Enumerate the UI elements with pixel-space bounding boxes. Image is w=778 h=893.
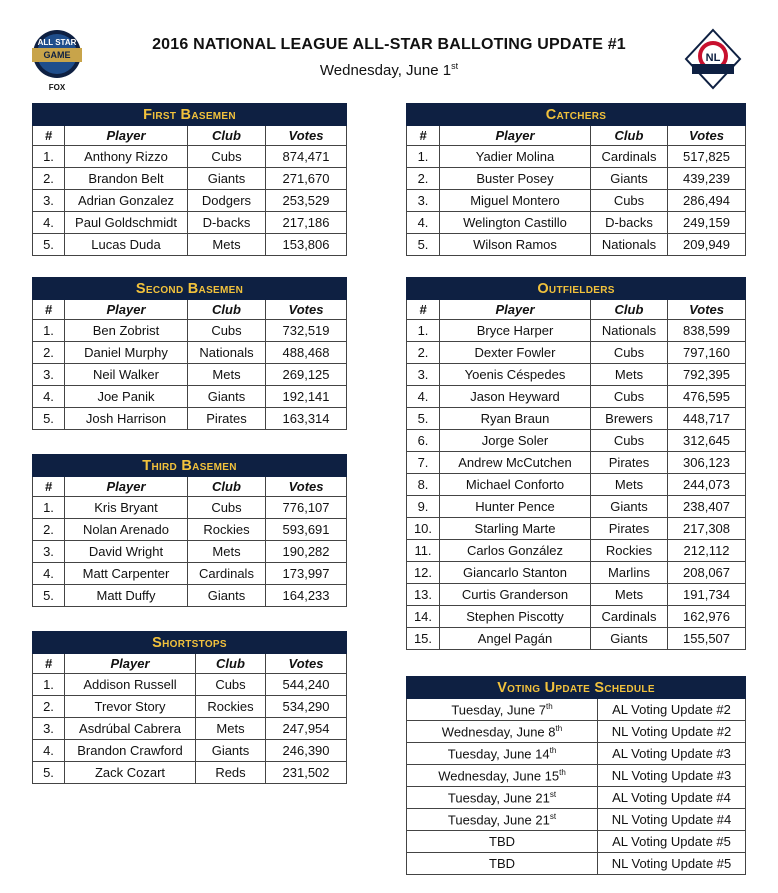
club-cell: Mets: [591, 474, 668, 496]
col-rank: #: [33, 654, 65, 674]
rank-cell: 4.: [33, 740, 65, 762]
club-cell: Cubs: [188, 320, 266, 342]
rank-cell: 5.: [33, 585, 65, 607]
player-cell: Anthony Rizzo: [65, 146, 188, 168]
schedule-date-cell: [407, 787, 598, 809]
rank-cell: 5.: [407, 234, 440, 256]
club-cell: D-backs: [591, 212, 668, 234]
table-row: [33, 190, 347, 212]
club-cell: Marlins: [591, 562, 668, 584]
catchers-table: [406, 103, 746, 256]
third-basemen-table: [32, 454, 347, 607]
col-rank: #: [33, 477, 65, 497]
col-club: Club: [196, 654, 266, 674]
national-league-logo: [682, 28, 744, 90]
club-cell: Mets: [188, 364, 266, 386]
shortstops-banner: Shortstops: [33, 632, 347, 654]
schedule-date-suffix: st: [549, 811, 557, 821]
schedule-date: Tuesday, June 14: [447, 746, 550, 762]
player-cell: Paul Goldschmidt: [65, 212, 188, 234]
table-row: [33, 740, 347, 762]
table-row: [33, 762, 347, 784]
schedule-row: [407, 831, 746, 853]
table-row: [33, 519, 347, 541]
schedule-row: [407, 743, 746, 765]
rank-cell: 2.: [33, 696, 65, 718]
schedule-date-cell: [407, 853, 598, 875]
table-row: [33, 408, 347, 430]
player-cell: Giancarlo Stanton: [440, 562, 591, 584]
rank-cell: 3.: [33, 190, 65, 212]
player-cell: Stephen Piscotty: [440, 606, 591, 628]
schedule-update-cell: NL Voting Update #5: [598, 853, 746, 875]
subtitle-date: Wednesday, June 1: [319, 62, 452, 79]
table-row: [33, 718, 347, 740]
col-rank: #: [33, 126, 65, 146]
player-cell: Miguel Montero: [440, 190, 591, 212]
votes-cell: 792,395: [668, 364, 746, 386]
player-cell: Welington Castillo: [440, 212, 591, 234]
table-row: [33, 541, 347, 563]
player-cell: Yadier Molina: [440, 146, 591, 168]
schedule-date-cell: [407, 765, 598, 787]
table-row: [407, 518, 746, 540]
rank-cell: 4.: [407, 386, 440, 408]
rank-cell: 4.: [33, 563, 65, 585]
club-cell: Giants: [591, 628, 668, 650]
rank-cell: 3.: [33, 364, 65, 386]
rank-cell: 10.: [407, 518, 440, 540]
table-row: [407, 386, 746, 408]
club-cell: Mets: [196, 718, 266, 740]
club-cell: Cubs: [591, 190, 668, 212]
svg-text:ALL STAR: ALL STAR: [37, 38, 77, 47]
third-basemen-banner: Third Basemen: [33, 455, 347, 477]
table-row: [407, 168, 746, 190]
rank-cell: 2.: [33, 342, 65, 364]
votes-cell: 488,468: [266, 342, 347, 364]
votes-cell: 249,159: [668, 212, 746, 234]
votes-cell: 153,806: [266, 234, 347, 256]
club-cell: Cubs: [188, 146, 266, 168]
schedule-date-suffix: st: [549, 789, 557, 799]
schedule-row: [407, 787, 746, 809]
svg-text:GAME: GAME: [43, 50, 71, 60]
votes-cell: 244,073: [668, 474, 746, 496]
rank-cell: 3.: [407, 190, 440, 212]
player-cell: Matt Carpenter: [65, 563, 188, 585]
schedule-date: Tuesday, June 21: [447, 812, 550, 828]
votes-cell: 247,954: [266, 718, 347, 740]
col-votes: Votes: [266, 126, 347, 146]
table-row: [407, 190, 746, 212]
table-row: [33, 342, 347, 364]
player-cell: Matt Duffy: [65, 585, 188, 607]
page-subtitle: [0, 61, 778, 79]
club-cell: Giants: [196, 740, 266, 762]
player-cell: Brandon Crawford: [65, 740, 196, 762]
votes-cell: 776,107: [266, 497, 347, 519]
votes-cell: 173,997: [266, 563, 347, 585]
schedule-date-cell: [407, 809, 598, 831]
player-cell: Addison Russell: [65, 674, 196, 696]
schedule-date-suffix: th: [559, 767, 566, 777]
rank-cell: 3.: [33, 718, 65, 740]
player-cell: Hunter Pence: [440, 496, 591, 518]
table-row: [407, 452, 746, 474]
col-votes: Votes: [266, 477, 347, 497]
rank-cell: 2.: [33, 168, 65, 190]
votes-cell: 209,949: [668, 234, 746, 256]
club-cell: Pirates: [188, 408, 266, 430]
rank-cell: 3.: [33, 541, 65, 563]
rank-cell: 12.: [407, 562, 440, 584]
schedule-update-cell: AL Voting Update #5: [598, 831, 746, 853]
votes-cell: 217,186: [266, 212, 347, 234]
svg-text:FOX: FOX: [48, 83, 66, 92]
table-row: [407, 408, 746, 430]
votes-cell: 544,240: [266, 674, 347, 696]
club-cell: Giants: [591, 168, 668, 190]
catchers-banner: Catchers: [407, 104, 746, 126]
votes-cell: 231,502: [266, 762, 347, 784]
table-row: [33, 320, 347, 342]
col-player: Player: [65, 126, 188, 146]
rank-cell: 14.: [407, 606, 440, 628]
schedule-update-cell: AL Voting Update #2: [598, 699, 746, 721]
schedule-update-cell: NL Voting Update #2: [598, 721, 746, 743]
player-cell: Joe Panik: [65, 386, 188, 408]
club-cell: Nationals: [591, 320, 668, 342]
club-cell: Nationals: [188, 342, 266, 364]
schedule-row: [407, 699, 746, 721]
schedule-row: [407, 809, 746, 831]
table-row: [407, 430, 746, 452]
col-rank: #: [407, 300, 440, 320]
schedule-update-cell: NL Voting Update #3: [598, 765, 746, 787]
rank-cell: 1.: [407, 320, 440, 342]
col-club: Club: [188, 477, 266, 497]
votes-cell: 439,239: [668, 168, 746, 190]
voting-schedule-banner: Voting Update Schedule: [407, 677, 746, 699]
schedule-date: Wednesday, June 8: [441, 724, 556, 740]
club-cell: Cubs: [591, 342, 668, 364]
club-cell: Cardinals: [591, 146, 668, 168]
rank-cell: 1.: [33, 146, 65, 168]
rank-cell: 4.: [33, 386, 65, 408]
rank-cell: 6.: [407, 430, 440, 452]
table-row: [407, 496, 746, 518]
votes-cell: 271,670: [266, 168, 347, 190]
votes-cell: 476,595: [668, 386, 746, 408]
table-row: [407, 234, 746, 256]
votes-cell: 155,507: [668, 628, 746, 650]
schedule-row: [407, 765, 746, 787]
votes-cell: 534,290: [266, 696, 347, 718]
club-cell: Giants: [188, 168, 266, 190]
votes-cell: 192,141: [266, 386, 347, 408]
outfielders-table: [406, 277, 746, 650]
schedule-date-suffix: th: [555, 723, 563, 733]
rank-cell: 5.: [407, 408, 440, 430]
schedule-date: Tuesday, June 21: [447, 790, 550, 806]
club-cell: Rockies: [188, 519, 266, 541]
rank-cell: 5.: [33, 762, 65, 784]
club-cell: Giants: [188, 585, 266, 607]
votes-cell: 448,717: [668, 408, 746, 430]
schedule-date-suffix: th: [549, 745, 557, 755]
player-cell: Yoenis Céspedes: [440, 364, 591, 386]
col-club: Club: [591, 300, 668, 320]
player-cell: Michael Conforto: [440, 474, 591, 496]
schedule-date-cell: [407, 721, 598, 743]
votes-cell: 306,123: [668, 452, 746, 474]
table-row: [407, 540, 746, 562]
votes-cell: 593,691: [266, 519, 347, 541]
club-cell: Mets: [591, 584, 668, 606]
rank-cell: 1.: [33, 674, 65, 696]
player-cell: Curtis Granderson: [440, 584, 591, 606]
schedule-date-cell: [407, 743, 598, 765]
club-cell: Reds: [196, 762, 266, 784]
club-cell: Rockies: [196, 696, 266, 718]
rank-cell: 11.: [407, 540, 440, 562]
schedule-update-cell: AL Voting Update #4: [598, 787, 746, 809]
table-row: [33, 212, 347, 234]
svg-text:NL: NL: [705, 52, 721, 64]
col-rank: #: [33, 300, 65, 320]
schedule-update-cell: AL Voting Update #3: [598, 743, 746, 765]
rank-cell: 9.: [407, 496, 440, 518]
schedule-date: TBD: [489, 856, 515, 871]
table-row: [407, 146, 746, 168]
player-cell: Adrian Gonzalez: [65, 190, 188, 212]
table-row: [33, 386, 347, 408]
table-row: [33, 364, 347, 386]
club-cell: Dodgers: [188, 190, 266, 212]
player-cell: Ben Zobrist: [65, 320, 188, 342]
rank-cell: 8.: [407, 474, 440, 496]
rank-cell: 1.: [33, 497, 65, 519]
rank-cell: 4.: [33, 212, 65, 234]
table-row: [33, 146, 347, 168]
player-cell: Nolan Arenado: [65, 519, 188, 541]
col-player: Player: [65, 477, 188, 497]
player-cell: Starling Marte: [440, 518, 591, 540]
player-cell: Daniel Murphy: [65, 342, 188, 364]
rank-cell: 3.: [407, 364, 440, 386]
table-row: [407, 342, 746, 364]
col-player: Player: [440, 300, 591, 320]
rank-cell: 5.: [33, 408, 65, 430]
player-cell: Asdrúbal Cabrera: [65, 718, 196, 740]
subtitle-suffix: st: [451, 61, 459, 71]
player-cell: Dexter Fowler: [440, 342, 591, 364]
player-cell: David Wright: [65, 541, 188, 563]
col-votes: Votes: [266, 300, 347, 320]
schedule-date-cell: [407, 831, 598, 853]
club-cell: Cardinals: [591, 606, 668, 628]
table-row: [407, 212, 746, 234]
votes-cell: 312,645: [668, 430, 746, 452]
player-cell: Bryce Harper: [440, 320, 591, 342]
club-cell: Mets: [188, 234, 266, 256]
col-club: Club: [188, 300, 266, 320]
player-cell: Zack Cozart: [65, 762, 196, 784]
club-cell: Pirates: [591, 452, 668, 474]
club-cell: Rockies: [591, 540, 668, 562]
rank-cell: 2.: [407, 342, 440, 364]
player-cell: Andrew McCutchen: [440, 452, 591, 474]
col-club: Club: [591, 126, 668, 146]
schedule-update-cell: NL Voting Update #4: [598, 809, 746, 831]
votes-cell: 286,494: [668, 190, 746, 212]
rank-cell: 2.: [407, 168, 440, 190]
col-club: Club: [188, 126, 266, 146]
votes-cell: 797,160: [668, 342, 746, 364]
votes-cell: 217,308: [668, 518, 746, 540]
votes-cell: 238,407: [668, 496, 746, 518]
club-cell: Cubs: [591, 430, 668, 452]
club-cell: Mets: [188, 541, 266, 563]
col-votes: Votes: [668, 126, 746, 146]
club-cell: D-backs: [188, 212, 266, 234]
table-row: [407, 320, 746, 342]
outfielders-banner: Outfielders: [407, 278, 746, 300]
votes-cell: 253,529: [266, 190, 347, 212]
votes-cell: 190,282: [266, 541, 347, 563]
col-votes: Votes: [266, 654, 347, 674]
rank-cell: 15.: [407, 628, 440, 650]
page-title: 2016 NATIONAL LEAGUE ALL-STAR BALLOTING UPDATE #1: [152, 36, 626, 53]
votes-cell: 191,734: [668, 584, 746, 606]
votes-cell: 874,471: [266, 146, 347, 168]
player-cell: Neil Walker: [65, 364, 188, 386]
club-cell: Mets: [591, 364, 668, 386]
table-row: [33, 497, 347, 519]
player-cell: Lucas Duda: [65, 234, 188, 256]
club-cell: Cubs: [591, 386, 668, 408]
votes-cell: 246,390: [266, 740, 347, 762]
col-player: Player: [65, 654, 196, 674]
votes-cell: 212,112: [668, 540, 746, 562]
table-row: [33, 168, 347, 190]
player-cell: Brandon Belt: [65, 168, 188, 190]
votes-cell: 269,125: [266, 364, 347, 386]
col-player: Player: [65, 300, 188, 320]
rank-cell: 5.: [33, 234, 65, 256]
shortstops-table: [32, 631, 347, 784]
rank-cell: 1.: [407, 146, 440, 168]
table-row: [33, 234, 347, 256]
table-row: [33, 696, 347, 718]
schedule-date-suffix: th: [546, 701, 553, 711]
votes-cell: 208,067: [668, 562, 746, 584]
schedule-row: [407, 721, 746, 743]
rank-cell: 4.: [407, 212, 440, 234]
player-cell: Wilson Ramos: [440, 234, 591, 256]
player-cell: Angel Pagán: [440, 628, 591, 650]
table-row: [33, 674, 347, 696]
rank-cell: 2.: [33, 519, 65, 541]
rank-cell: 7.: [407, 452, 440, 474]
votes-cell: 162,976: [668, 606, 746, 628]
first-basemen-table: [32, 103, 347, 256]
schedule-date: Wednesday, June 15: [438, 768, 560, 784]
table-row: [407, 364, 746, 386]
table-row: [407, 474, 746, 496]
votes-cell: 838,599: [668, 320, 746, 342]
table-row: [407, 628, 746, 650]
voting-schedule-table: [406, 676, 746, 875]
votes-cell: 517,825: [668, 146, 746, 168]
col-rank: #: [407, 126, 440, 146]
votes-cell: 163,314: [266, 408, 347, 430]
club-cell: Brewers: [591, 408, 668, 430]
club-cell: Cardinals: [188, 563, 266, 585]
table-row: [33, 585, 347, 607]
player-cell: Carlos González: [440, 540, 591, 562]
first-basemen-banner: First Basemen: [33, 104, 347, 126]
club-cell: Giants: [188, 386, 266, 408]
player-cell: Jorge Soler: [440, 430, 591, 452]
table-row: [407, 606, 746, 628]
second-basemen-banner: Second Basemen: [33, 278, 347, 300]
votes-cell: 164,233: [266, 585, 347, 607]
col-player: Player: [440, 126, 591, 146]
player-cell: Jason Heyward: [440, 386, 591, 408]
rank-cell: 1.: [33, 320, 65, 342]
schedule-row: [407, 853, 746, 875]
player-cell: Ryan Braun: [440, 408, 591, 430]
club-cell: Giants: [591, 496, 668, 518]
table-row: [33, 563, 347, 585]
player-cell: Josh Harrison: [65, 408, 188, 430]
table-row: [407, 562, 746, 584]
table-row: [407, 584, 746, 606]
club-cell: Cubs: [196, 674, 266, 696]
player-cell: Kris Bryant: [65, 497, 188, 519]
club-cell: Nationals: [591, 234, 668, 256]
schedule-date: TBD: [489, 834, 515, 849]
votes-cell: 732,519: [266, 320, 347, 342]
rank-cell: 13.: [407, 584, 440, 606]
player-cell: Buster Posey: [440, 168, 591, 190]
col-votes: Votes: [668, 300, 746, 320]
player-cell: Trevor Story: [65, 696, 196, 718]
club-cell: Pirates: [591, 518, 668, 540]
schedule-date-cell: [407, 699, 598, 721]
second-basemen-table: [32, 277, 347, 430]
club-cell: Cubs: [188, 497, 266, 519]
schedule-date: Tuesday, June 7: [451, 702, 546, 718]
